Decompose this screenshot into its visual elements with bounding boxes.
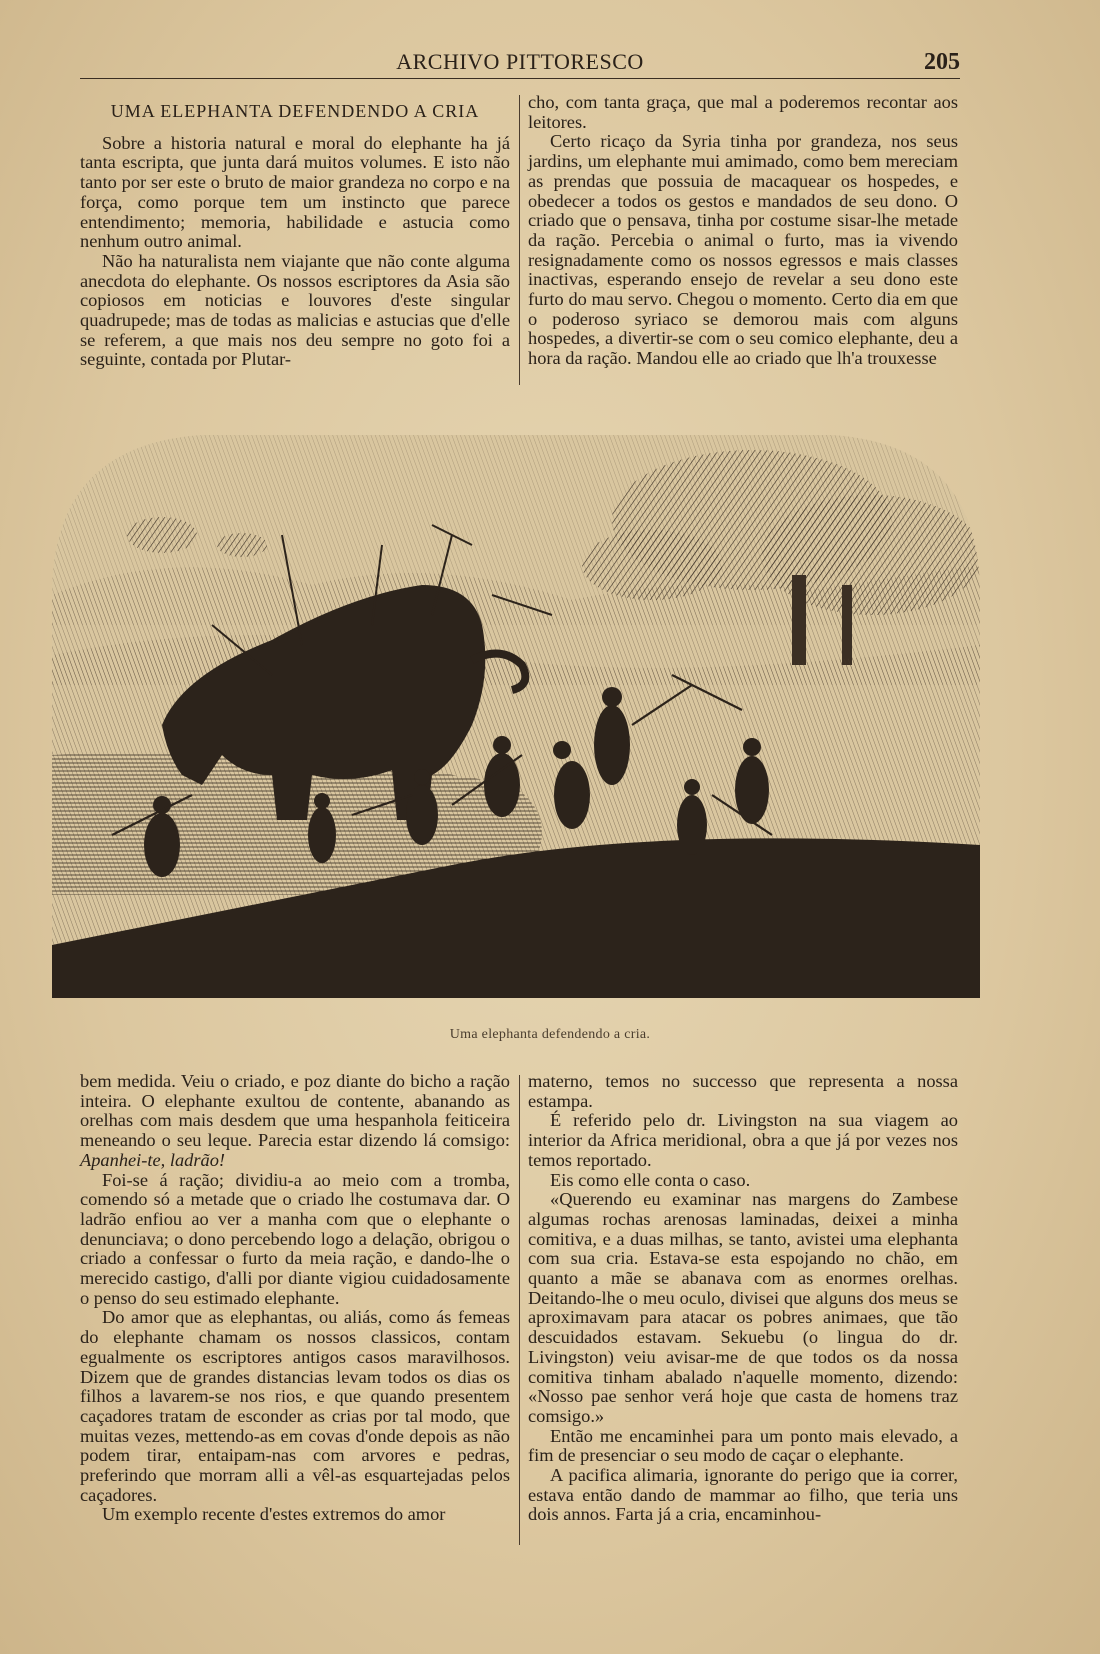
paragraph: Então me encaminhei para um ponto mais elevado, a fim de presenciar o seu modo de caçar o elephante.: [528, 1425, 958, 1466]
paragraph: Eis como elle conta o caso.: [550, 1169, 751, 1190]
elephant-hunt-engraving: [52, 425, 980, 998]
paragraph: «Querendo eu examinar nas margens do Zambese algumas rochas arenosas laminadas, deixei a minha comitiva, e a duas milhas, se tanto, avistei uma elephanta com sua cria. Estava-se esta espojando no chão, em quanto a mãe se abanava com as enormes orelhas. Deitando-lhe o meu oculo, divisei que alguns dos meus se aproximavam para atacar os pobres animaes, que tão descuidados estavam. Sekuebu (o lingua do dr. Livingston) veiu avisar-me de que todos os da nossa comitiva tinham abalado n'aquelle momento, dizendo: «Nosso pae senhor verá hoje que casta de homens traz comsigo.»: [528, 1189, 958, 1426]
paragraph: Um exemplo recente d'estes extremos do amor: [102, 1504, 446, 1525]
paragraph: Certo ricaço da Syria tinha por grandeza, nos seus jardins, um elephante mui amimado, como bem mereciam as prendas que possuia de macaquear os hospedes, e obedecer a todos os gestos e mandados de seu dono. O criado que o pensava, tinha por costume sisar-lhe metade da ração. Percebia o animal o furto, mas ia vivendo resignadamente como os nossos egressos e mais classes inactivas, esperando ensejo de revelar a seu dono este furto do mau servo. Chegou o momento. Certo dia em que o poderoso syriaco se demorou mais com alguns hospedes, a divertir-se com o seu comico elephante, deu a hora da ração. Mandou elle ao criado que lh'a trouxesse: [528, 131, 958, 369]
running-title: ARCHIVO PITTORESCO: [396, 49, 644, 74]
paragraph: É referido pelo dr. Livingston na sua viagem ao interior da Africa meridional, obra a que já por vezes nos temos reportado.: [528, 1110, 958, 1170]
page-header: [80, 48, 960, 79]
page-number: 205: [924, 49, 960, 75]
paragraph: A pacifica alimaria, ignorante do perigo que ia correr, estava então dando de mammar ao filho, que teria uns dois annos. Farta já a cria, encaminhou-: [528, 1465, 958, 1525]
column-bottom-right: [528, 1072, 958, 1525]
column-divider: [519, 1075, 520, 1545]
paragraph: Foi-se á ração; dividiu-a ao meio com a tromba, comendo só a metade que o criado lhe costumava dar. O ladrão enfiou ao ver a manha com que o elephante o denunciava; o dono percebendo logo a delação, obrigou o criado a confessar o furto da meia ração, e dando-lhe o merecido castigo, d'alli por diante vigiou cuidadosamente o penso do seu estimado elephante.: [80, 1169, 510, 1308]
paragraph: Do amor que as elephantas, ou aliás, como ás femeas do elephante chamam os nossos classicos, contam egualmente os escriptores antigos casos maravilhosos. Dizem que de grandes distancias levam todos os dias os filhos a lavarem-se nos rios, e que quando presentem caçadores tratam de esconder as crias por tal modo, que muitas vezes, mettendo-as em covas d'onde depois as não podem tirar, entaipam-nas com arvores e pedras, preferindo que morram alli a vêl-as esquartejadas pelos caçadores.: [80, 1307, 510, 1505]
paragraph: [80, 1072, 510, 1171]
paragraph: Não ha naturalista nem viajante que não conte alguma anecdota do elephante. Os nossos escriptores da Asia são copiosos em noticias e louvores d'este singular quadrupede; mas de todas as malicias e astucias que d'elle se referem, a que mais nos deu sempre no goto foi a seguinte, contada por Plutar-: [80, 250, 510, 370]
paragraph-text: bem medida. Veiu o criado, e poz diante do bicho a ração inteira. O elephante exultou de contente, abanando as orelhas com mais desdem que uma hespanhola feiticeira meneando o seu leque. Parecia estar dizendo lá comsigo:: [80, 1071, 510, 1151]
article-title: UMA ELEPHANTA DEFENDENDO A CRIA: [110, 101, 480, 121]
paragraph: Sobre a historia natural e moral do elephante ha já tanta escripta, que junta dará muitos volumes. E isto não tanto por ser este o bruto de maior grandeza no corpo e na força, como porque tem um instincto que parece entendimento; memoria, habilidade e astucia como nenhum outro animal.: [80, 132, 510, 252]
paragraph: cho, com tanta graça, que mal a poderemos recontar aos leitores.: [528, 92, 958, 132]
column-top-right: [528, 93, 958, 369]
column-top-left: [80, 88, 510, 370]
column-bottom-left: [80, 1072, 510, 1525]
italic-quote: Apanhei-te, ladrão!: [80, 1149, 226, 1170]
illustration-caption: Uma elephanta defendendo a cria.: [449, 1027, 651, 1042]
paragraph: materno, temos no successo que representa a nossa estampa.: [528, 1071, 958, 1111]
column-divider: [519, 95, 520, 385]
